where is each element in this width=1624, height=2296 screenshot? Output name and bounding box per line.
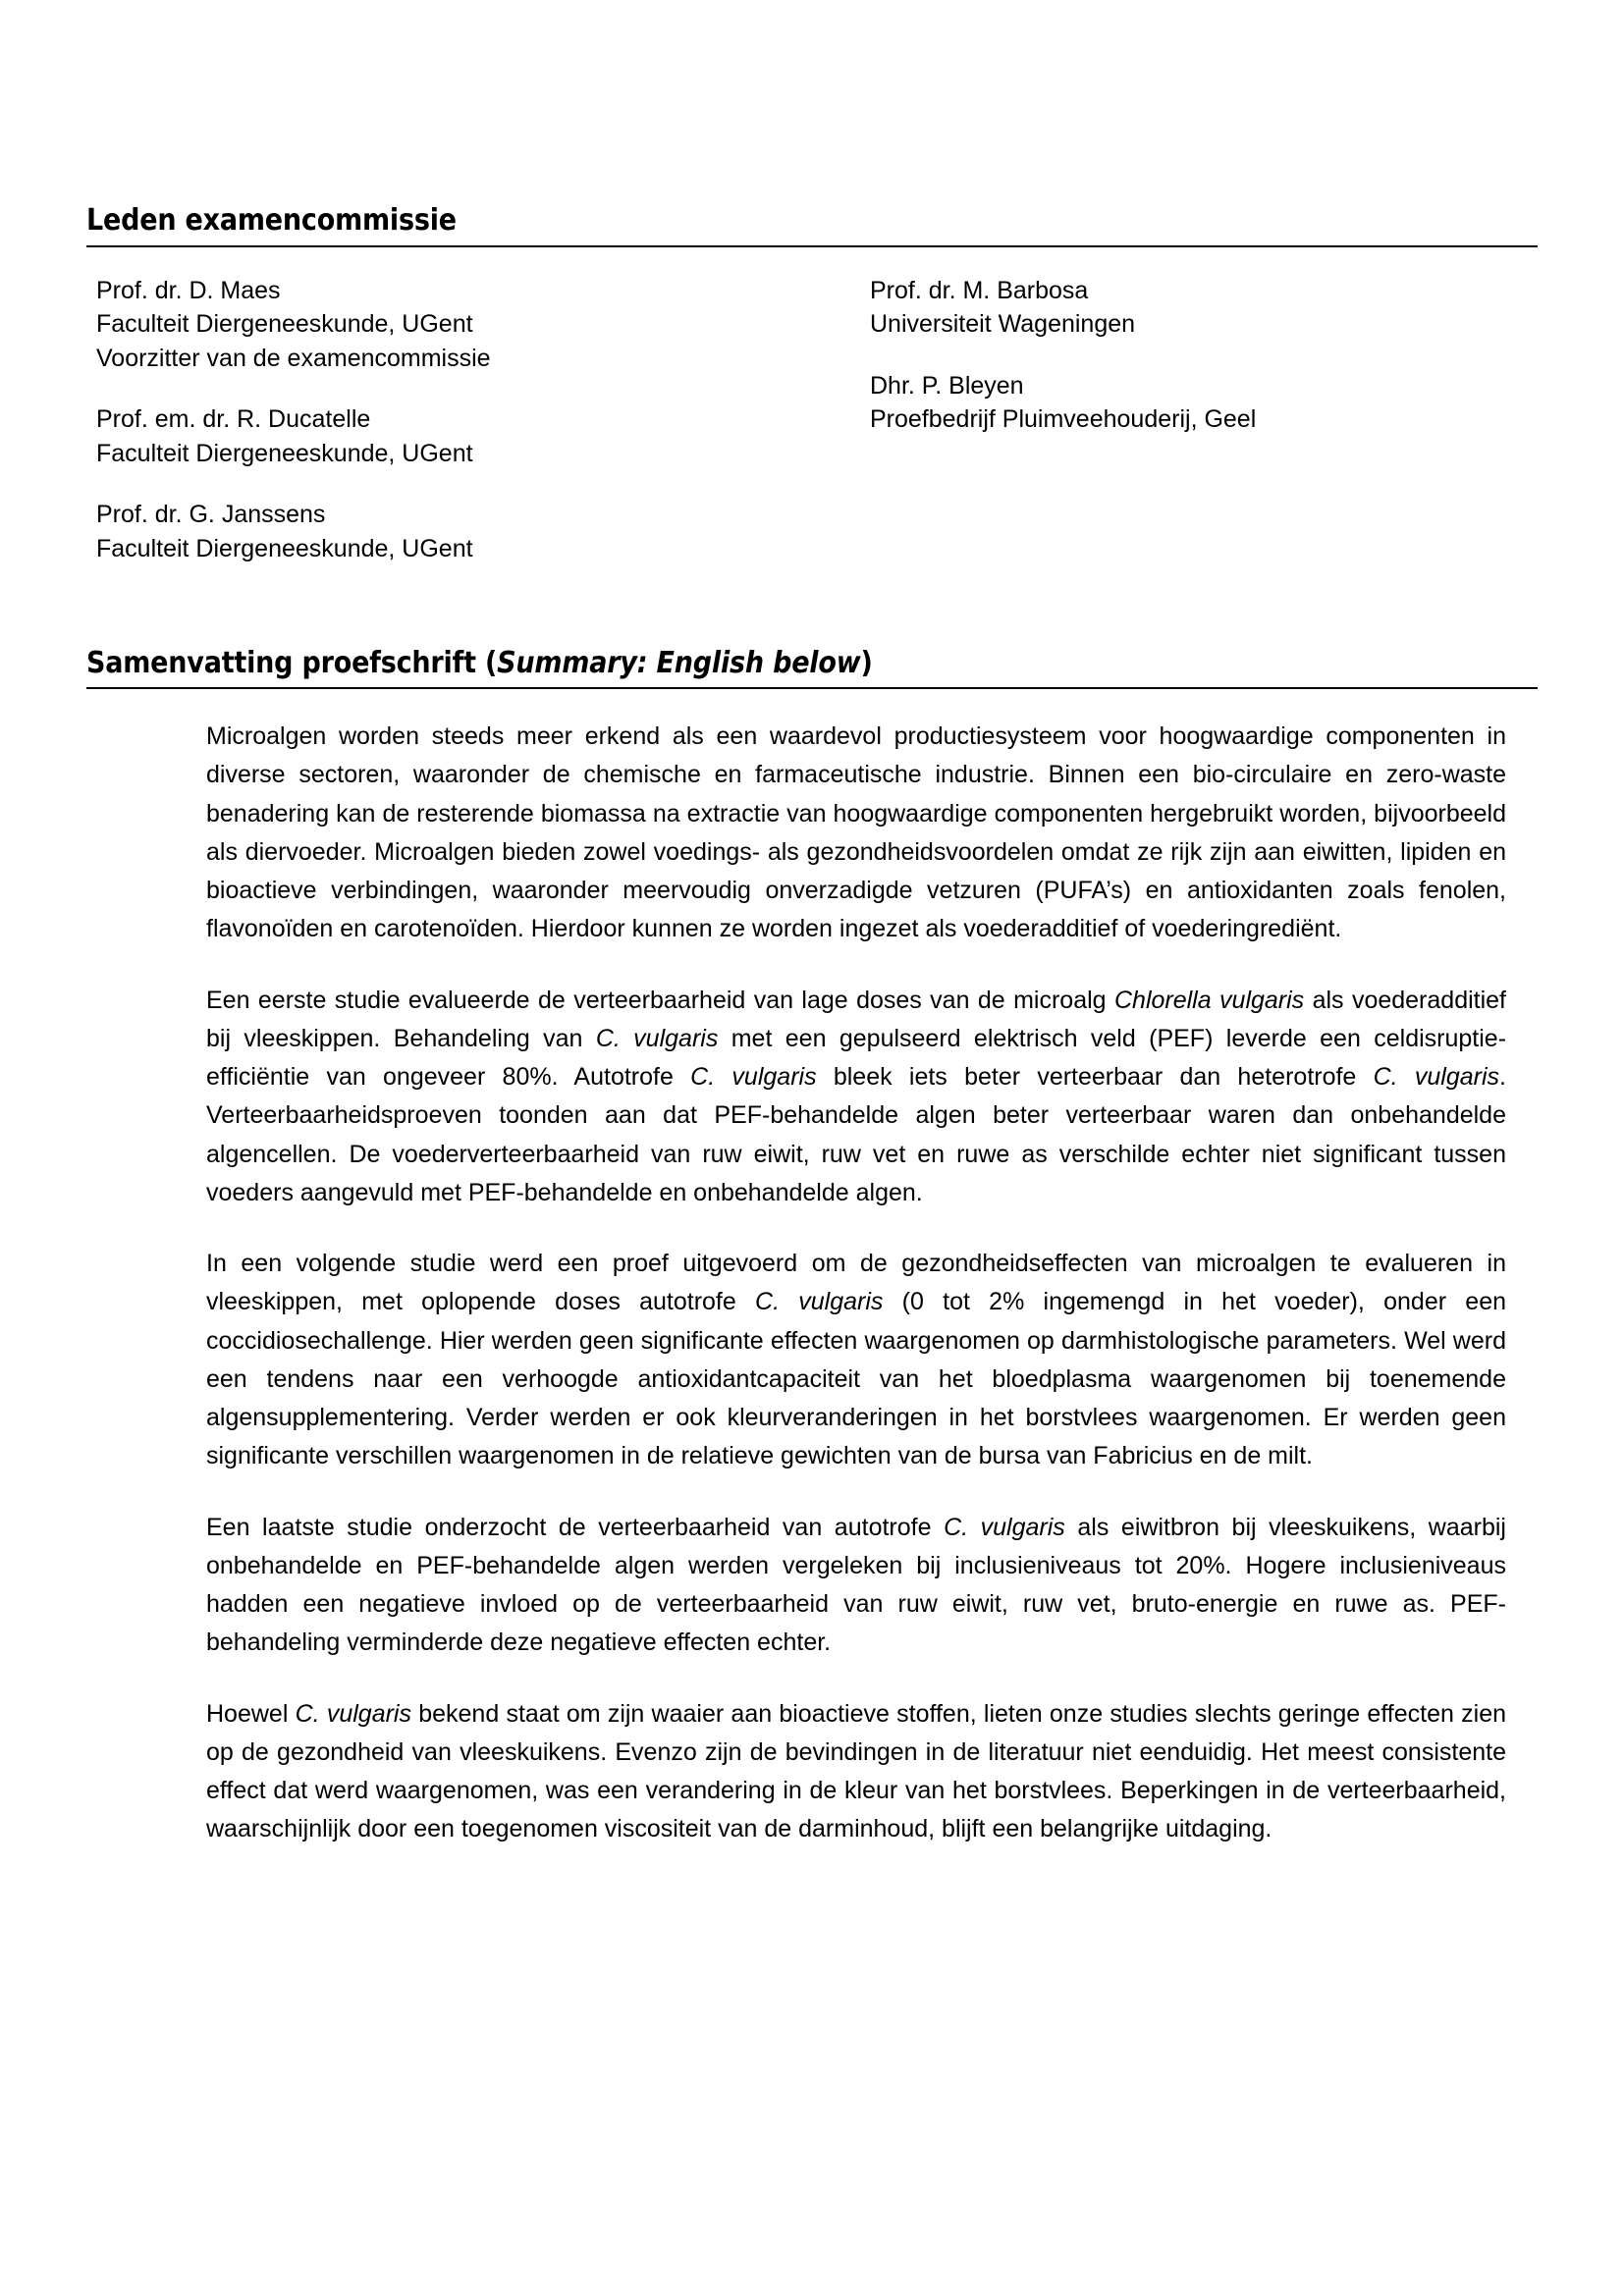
paragraph: Een laatste studie onderzocht de verteerbaarheid van autotrofe C. vulgaris als eiwitbron bij vleeskuikens, waarbij onbehandelde en PEF-behandelde algen werden vergeleken bij inclusieniveaus tot 20%. Hogere inclusieniveaus hadden een negatieve invloed op de verteerbaarheid van ruw eiwit, ruw vet, bruto-energie en ruwe as. PEF-behandeling verminderde deze negatieve effecten echter. (206, 1513, 1506, 1657)
member-affiliation: Faculteit Diergeneeskunde, UGent (96, 534, 473, 562)
committee-member (96, 274, 607, 376)
member-affiliation: Faculteit Diergeneeskunde, UGent (96, 439, 473, 467)
paragraph: In een volgende studie werd een proef uitgevoerd om de gezondheidseffecten van microalgen te evalueren in vleeskippen, met oplopende doses autotrofe C. vulgaris (0 tot 2% ingemengd in het voeder), onder een coccidiosechallenge. Hier werden geen significante effecten waargenomen op darmhistologische parameters. Wel werd een tendens naar een verhoogde antioxidantcapaciteit van het bloedplasma waargenomen bij toenemende algensupplementering. Verder werden er ook kleurveranderingen in het borstvlees waargenomen. Er werden geen significante verschillen waargenomen in de relatieve gewichten van de bursa van Fabricius en de milt. (206, 1250, 1507, 1470)
committee-column-right (870, 274, 1498, 437)
species-name: C. vulgaris (690, 1063, 817, 1091)
paragraph: Hoewel C. vulgaris bekend staat om zijn waaier aan bioactieve stoffen, lieten onze studies slechts geringe effecten zien op de gezondheid van vleeskuikens. Evenzo zijn de bevindingen in de literatuur niet eenduidig. Het meest consistente effect dat werd waargenomen, was een verandering in de kleur van het borstvlees. Beperkingen in de verteerbaarheid, waarschijnlijk door een toegenomen viscositeit van de darminhoud, blijft een belangrijke uitdaging. (206, 1699, 1506, 1843)
section-heading-committee: Leden examencommissie (86, 204, 1538, 247)
committee-member (96, 498, 607, 565)
species-name: C. vulgaris (1373, 1063, 1500, 1091)
summary-heading-tail: ) (860, 645, 873, 680)
species-name: C. vulgaris (295, 1699, 411, 1728)
committee-member (870, 369, 1498, 437)
committee-column-left (96, 274, 607, 566)
paragraph: Een eerste studie evalueerde de verteerbaarheid van lage doses van de microalg Chlorella vulgaris als voederadditief bij vleeskippen. Behandeling van C. vulgaris met een gepulseerd elektrisch veld (PEF) leverde een celdisruptie-efficiëntie van ongeveer 80%. Autotrofe C. vulgaris bleek iets beter verteerbaar dan heterotrofe C. vulgaris. Verteerbaarheidsproeven toonden aan dat PEF-behandelde algen beter verteerbaar waren dan onbehandelde algencellen. De voederverteerbaarheid van ruw eiwit, ruw vet en ruwe as verschilde echter niet significant tussen voeders aangevuld met PEF-behandelde en onbehandelde algen. (206, 986, 1507, 1206)
member-name: Dhr. P. Bleyen (870, 371, 1024, 400)
summary-heading-italic: Summary: English below (497, 645, 861, 680)
committee-member (96, 402, 607, 470)
section-heading-summary (86, 647, 1538, 690)
species-name: C. vulgaris (595, 1024, 719, 1052)
member-affiliation: Faculteit Diergeneeskunde, UGent (96, 310, 473, 338)
summary-paragraphs (86, 718, 1538, 1849)
member-affiliation: Proefbedrijf Pluimveehouderij, Geel (870, 405, 1257, 433)
member-name: Prof. em. dr. R. Ducatelle (96, 405, 371, 433)
committee-members (86, 274, 1538, 617)
species-name: Chlorella vulgaris (1113, 986, 1305, 1014)
member-name: Prof. dr. D. Maes (96, 276, 281, 304)
member-name: Prof. dr. M. Barbosa (870, 276, 1089, 304)
paragraph: Microalgen worden steeds meer erkend als een waardevol productiesysteem voor hoogwaardige componenten in diverse sectoren, waaronder de chemische en farmaceutische industrie. Binnen een bio-circulaire en zero-waste benadering kan de resterende biomassa na extractie van hoogwaardige componenten hergebruikt worden, bijvoorbeeld als diervoeder. Microalgen bieden zowel voedings- als gezondheidsvoordelen omdat ze rijk zijn aan eiwitten, lipiden en bioactieve verbindingen, waaronder meervoudig onverzadigde vetzuren (PUFA’s) en antioxidanten zoals fenolen, flavonoïden en carotenoïden. Hierdoor kunnen ze worden ingezet als voederadditief of voederingrediënt. (206, 722, 1506, 943)
summary-section (86, 647, 1538, 1849)
member-name: Prof. dr. G. Janssens (96, 501, 326, 528)
species-name: C. vulgaris (755, 1288, 884, 1316)
species-name: C. vulgaris (944, 1513, 1065, 1541)
member-affiliation: Universiteit Wageningen (870, 310, 1136, 338)
summary-heading-plain: Samenvatting proefschrift ( (86, 645, 498, 680)
member-role: Voorzitter van de examencommissie (96, 344, 491, 372)
committee-member (870, 274, 1498, 342)
page-content (86, 204, 1538, 1849)
